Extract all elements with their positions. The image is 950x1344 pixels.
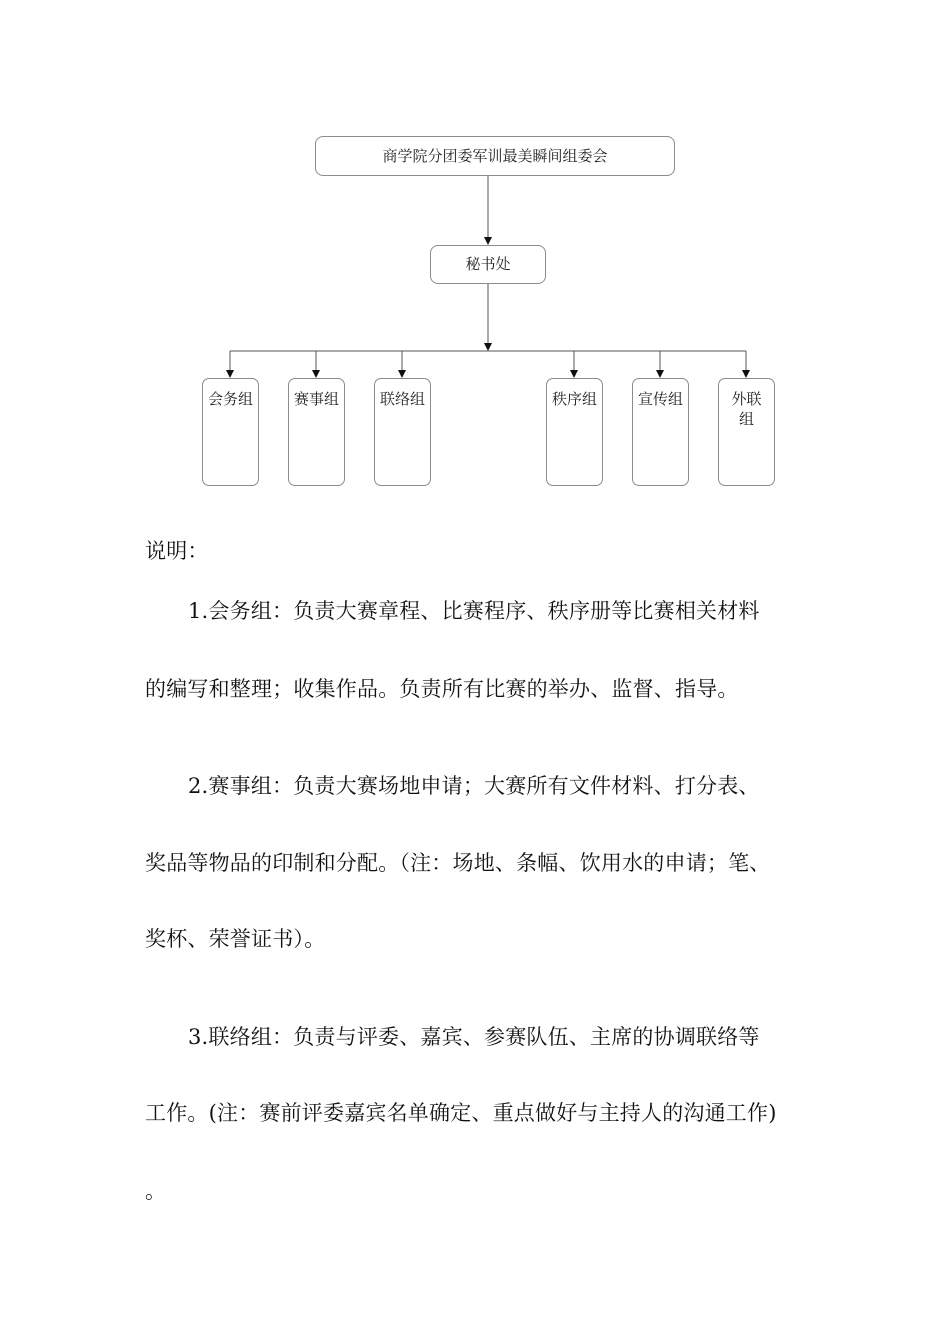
group-node-liaison: 联络组 bbox=[374, 378, 431, 486]
group-node-competition: 赛事组 bbox=[288, 378, 345, 486]
paragraph-1-line-1: 1.会务组：负责大赛章程、比赛程序、秩序册等比赛相关材料 bbox=[188, 599, 760, 623]
paragraph-2-line-2: 奖品等物品的印制和分配。（注：场地、条幅、饮用水的申请；笔、 bbox=[145, 851, 771, 875]
paragraph-3-line-2: 工作。(注：赛前评委嘉宾名单确定、重点做好与主持人的沟通工作) bbox=[145, 1101, 777, 1125]
description-heading: 说明： bbox=[145, 539, 209, 563]
paragraph-3-line-3: 。 bbox=[145, 1179, 167, 1203]
paragraph-2-line-1: 2.赛事组：负责大赛场地申请；大赛所有文件材料、打分表、 bbox=[188, 774, 760, 798]
group-node-order: 秩序组 bbox=[546, 378, 603, 486]
group-node-publicity: 宣传组 bbox=[632, 378, 689, 486]
paragraph-2-line-3: 奖杯、荣誉证书）。 bbox=[145, 927, 326, 951]
org-top-node: 商学院分团委军训最美瞬间组委会 bbox=[315, 136, 675, 176]
group-node-conference: 会务组 bbox=[202, 378, 259, 486]
paragraph-1-line-2: 的编写和整理；收集作品。负责所有比赛的举办、监督、指导。 bbox=[145, 677, 739, 701]
group-node-external-line-1: 外联 bbox=[731, 390, 762, 408]
secretariat-node: 秘书处 bbox=[430, 245, 546, 284]
paragraph-3-line-1: 3.联络组：负责与评委、嘉宾、参赛队伍、主席的协调联络等 bbox=[188, 1025, 760, 1049]
group-node-external bbox=[718, 378, 775, 486]
group-node-external-line-2: 组 bbox=[738, 410, 754, 428]
